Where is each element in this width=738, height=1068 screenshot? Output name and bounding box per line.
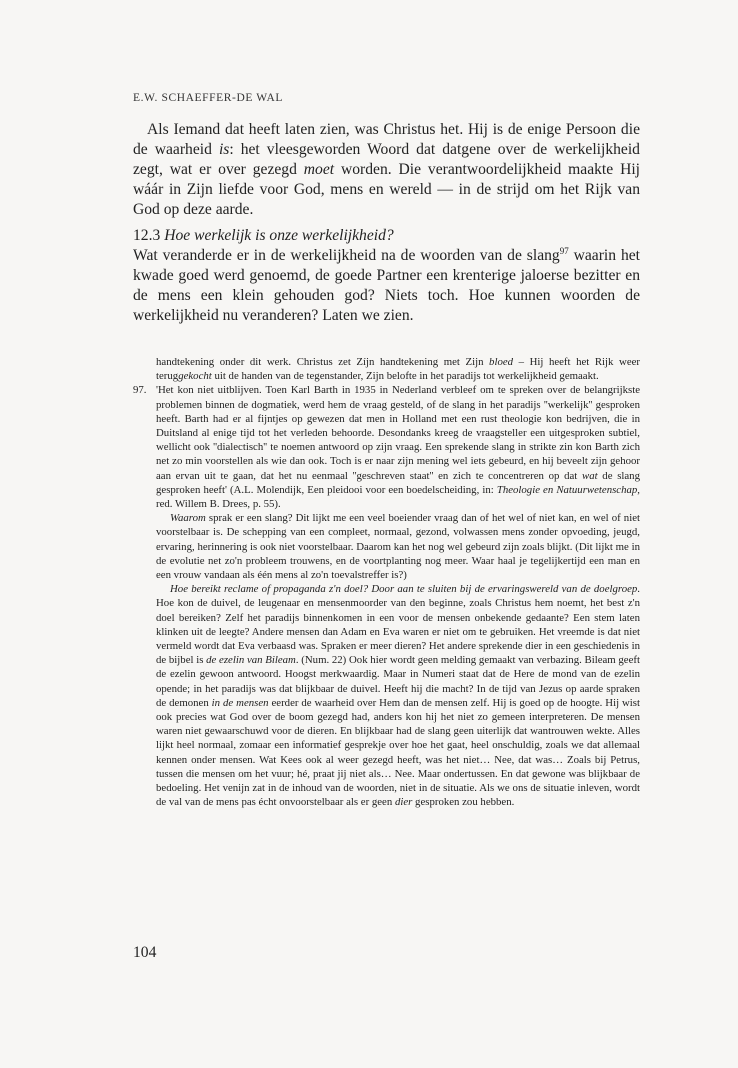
footnote-number: 97. [133,384,147,397]
footnotes [133,355,640,810]
body-paragraph: Als Iemand dat heeft laten zien, was Christus het. Hij is de enige Persoon die de waarheid is: het vleesgeworden Woord dat datgene over de werkelijkheid zegt, wat er over gezegd moet worden. Die verantwoordelijkheid maakte Hij wáár in Zijn liefde voor God, mens en wereld — in de strijd om het Rijk van God op deze aarde. [133,121,640,218]
section-paragraph: Wat veranderde er in de werkelijkheid na de woorden van de slang$^{97}$ waarin het kwade goed werd genoemd, de goede Partner een krenterige jaloerse bezitter en de mens een klein gehouden god? Niets toch. Hoe kunnen woorden de werkelijkheid nu veranderen? Laten we zien. [133,245,640,324]
running-head: E.W. SCHAEFFER-DE WAL [133,92,283,104]
section-12-3 [133,226,640,326]
footnote-97: 97. 'Het kon niet uitblijven. Toen Karl Barth in 1935 in Nederland verbleef om te spreken over de belangrijkste problemen binnen de dogmatiek, werd hem de vraag gesteld, of de slang in het paradijs ''werkelijk'' gesproken heeft. Barth had er al fijntjes op gewezen dat men in Holland met een rust theologie kon bedrijven, die in Duitsland al enige tijd tot het verleden behoorde. Desondanks kreeg de vraagsteller een uitgesproken subtiel, wellicht ook ''dialectisch'' te noemen antwoord op zijn vraag. Een sprekende slang in strikte zin kon Barth zich net zo min voorstellen als wie dan ook. Toch is er naar zijn mening wel iets gebeurd, en hij beveelt zijn gehoor aan ervan uit te gaan, dat het nu eenmaal ''geschreven staat'' en zich te concentreren op dat wat de slang gesproken heeft' (A.L. Molendijk, Een pleidooi voor een boedelscheiding, in: Theologie en Natuurwetenschap, red. Willem B. Drees, p. 55). [133,384,640,511]
page-number: 104 [133,944,157,961]
section-heading: 12.3 Hoe werkelijk is onze werkelijkheid? [133,227,394,244]
footnote-reference: 97 [559,245,569,256]
footnote-97-paragraph-3: Hoe bereikt reclame of propaganda z'n doel? Door aan te sluiten bij de ervaringswereld van de doelgroep. Hoe kon de duivel, de leugenaar en mensenmoorder van den beginne, zoals Christus hem noemt, het best z'n doel bereiken? Zelf het paradijs binnenkomen in een voor de mensen onbekende gedaante? Een stem laten klinken uit de leegte? Andere mensen dan Adam en Eva waren er niet om te gebruiken. Het vreemde is dat niet vermeld wordt dat Eva verbaasd was. Spraken er meer dieren? Het andere sprekende dier in een geschiedenis in de bijbel is de ezelin van Bileam. (Num. 22) Ook hier wordt geen melding gemaakt van verbazing. Bileam geeft de ezelin gewoon antwoord. Hoogst merkwaardig. Maar in Numeri staat dat de Here de mond van de ezelin opende; in het paradijs was dat blijkbaar de duivel. Heeft hij die macht? In de tijd van Jezus op aarde spraken de demonen in de mensen eerder de waarheid over Hem dan de mensen zelf. Hij is goed op de hoogte. Hij wist ook precies wat God over de boom gezegd had, anders kon hij het niet zo gemeen interpreteren. De mensen waren niet gewaarschuwd voor de dieren. En blijkbaar had de slang geen uiterlijk dat wantrouwen wekte. Alles lijkt heel normaal, zomaar een informatief gesprekje over hoe het gaat, heel onschuldig, zoals we dat allemaal kennen onder mensen. Wat Kees ook al weer gezegd heeft, was het niet… Nee, dat was… Zoals bij Petrus, tussen die mensen om het vuur; hé, praat jij niet als… Nee. Maar ondertussen. En dat gewone was blijkbaar de bedoeling. Het venijn zat in de inhoud van de woorden, niet in de situatie. Als we ons de situatie inleven, wordt de val van de mens pas écht onvoorstelbaar als er geen dier gesproken zou hebben. [156,583,641,809]
footnote-97-paragraph-2: Waarom sprak er een slang? Dit lijkt me een veel boeiender vraag dan of het wel of niet kan, en wel of niet voorstelbaar is. De schepping van een compleet, normaal, gezond, volwassen mens zonder opvoeding, jeugd, ervaring, herinnering is ook niet voorstelbaar. Daarom kan het nog wel gebeurd zijn zoals blijkt. (Dit lijkt me in de evolutie net zo'n probleem trouwens, en de voortplanting nog meer. Waar haal je tegelijkertijd een man en een vrouw vandaan als één mens al zo'n toevalstreffer is?) [156,512,640,582]
footnote-continuation: handtekening onder dit werk. Christus zet Zíjn handtekening met Zijn bloed – Hij heeft het Rijk weer teruggekocht uit de handen van de tegenstander, Zijn belofte in het paradijs tot werkelijkheid gemaakt. [156,356,640,383]
